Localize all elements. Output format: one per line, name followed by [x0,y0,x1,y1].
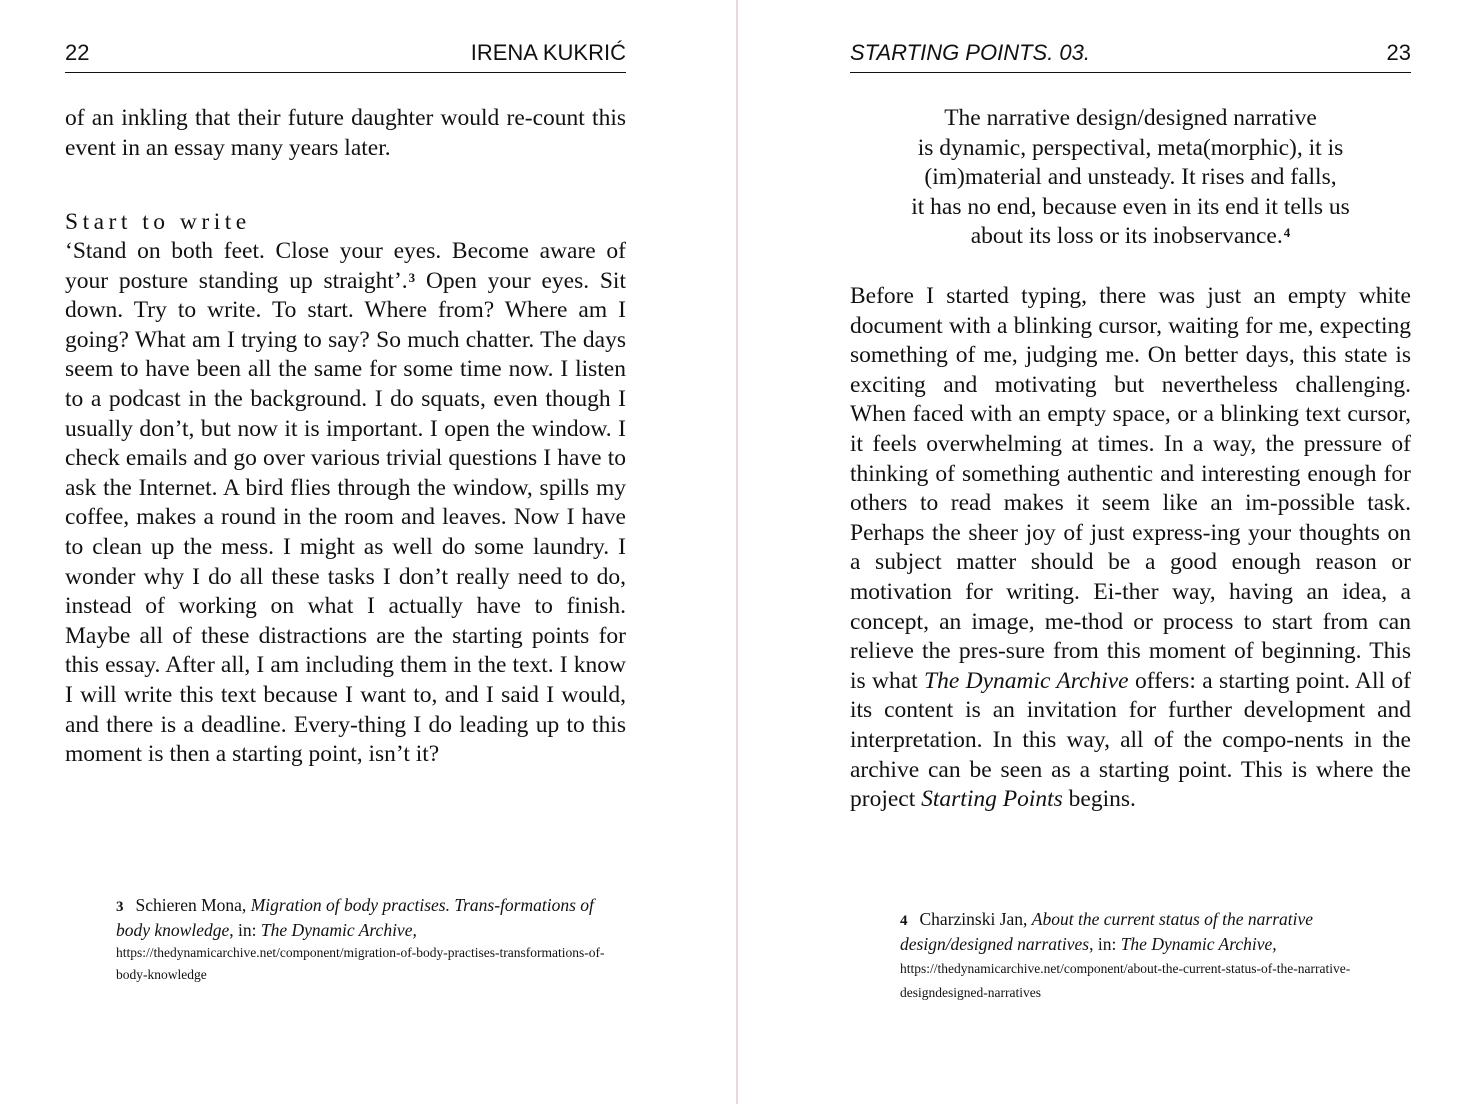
footnote-3 [116,894,616,986]
footnote-ref-4[interactable]: 4 [1283,225,1291,241]
right-running-header [850,38,1411,73]
footnote-author: Schieren Mona, [135,895,251,915]
quote-line-last: about its loss or its inobservance.$^4$ [970,223,1291,250]
footnote-title: About the current status of the narrative design/designed narratives [900,909,1314,954]
body-title-2: Starting Points [921,786,1063,813]
quote-line: The narrative design/designed narrative [944,105,1317,131]
section-heading: Start to write [65,209,251,235]
footnote-ref-3[interactable]: 3 [408,269,416,285]
left-running-header [65,38,626,73]
right-running-head: STARTING POINTS. 03. [850,40,1091,65]
left-opening-text: of an inkling that their future daughter would re-count this event in an essay many years later. [65,105,626,161]
footnote-in: , in: [1089,934,1121,954]
footnote-title: Migration of body practises. Trans-formations of body knowledge [116,895,594,940]
quote-line: it has no end, because even in its end it tells us [911,193,1350,220]
left-running-head: IRENA KUKRIĆ [470,40,626,65]
body-text-a: Before I started typing, there was just an empty white document with a blinking cursor, waiting for me, expecting something of me, judging me. On better days, this state is exciting and motivating but nevertheless challenging. When faced with an empty space, or a blinking text cursor, it feels overwhelming at times. In a way, the pressure of thinking of something authentic and interesting enough for others to read makes it seem like an im-possible task. Perhaps the sheer joy of just express-ing your thoughts on a subject matter should be a good enough reason or motivation for writing. Ei-ther way, having an idea, a concept, an image, me-thod or process to start from can relieve the pres-sure from this moment of beginning. This is what [850,283,1411,694]
footnote-author: Charzinski Jan, [919,909,1032,929]
footnote-number: 3 [116,899,124,915]
right-page [738,0,1476,1104]
body-text-a: ‘Stand on both feet. Close your eyes. Become aware of your posture standing up straight’. [65,238,626,294]
right-page-number: 23 [1386,40,1411,65]
body-text-b: Open your eyes. Sit down. Try to write. To start. Where from? Where am I going? What am I trying to say? So much chatter. The days seem to have been all the same for some time now. I listen to a podcast in the background. I do squats, even though I usually don’t, but now it is important. I open the window. I check emails and go over various trivial questions I have to ask the Internet. A bird flies through the window, spills my coffee, makes a round in the room and leaves. Now I have to clean up the mess. I might as well do some laundry. I wonder why I do all these tasks I don’t really need to do, instead of working on what I actually have to finish. Maybe all of these distractions are the starting points for this essay. After all, I am including them in the text. I know I will write this text because I want to, and I said I would, and there is a deadline. Every-thing I do leading up to this moment is then a starting point, isn’t it? [65,267,626,768]
footnote-in: , in: [229,920,261,940]
footnote-url-link[interactable]: https://thedynamicarchive.net/component/migration-of-body-practises-transformations-of-body-knowledge [116,945,605,982]
quote-line: is dynamic, perspectival, meta(morphic), it is [917,134,1344,161]
body-text-b: offers: a starting point. All of its content is an invitation for further development and interpretation. In this way, all of the compo-nents in the archive can be seen as a starting point. This is where the project [850,667,1411,813]
footnote-4 [900,908,1395,1004]
footnote-number: 4 [900,913,908,929]
block-quote [850,104,1411,252]
footnote-source: The Dynamic Archive, [260,920,417,940]
quote-line: (im)material and unsteady. It rises and falls, [924,164,1337,191]
left-body-paragraph [65,237,626,770]
right-body-paragraph [850,282,1411,815]
body-text-c: begins. [1062,786,1136,813]
footnote-url-link[interactable]: https://thedynamicarchive.net/component/about-the-current-status-of-the-narrative-designdesigned-narratives [900,961,1351,1000]
left-page-number: 22 [65,40,90,65]
body-title: The Dynamic Archive [924,667,1129,694]
footnote-source: The Dynamic Archive, [1120,934,1277,954]
